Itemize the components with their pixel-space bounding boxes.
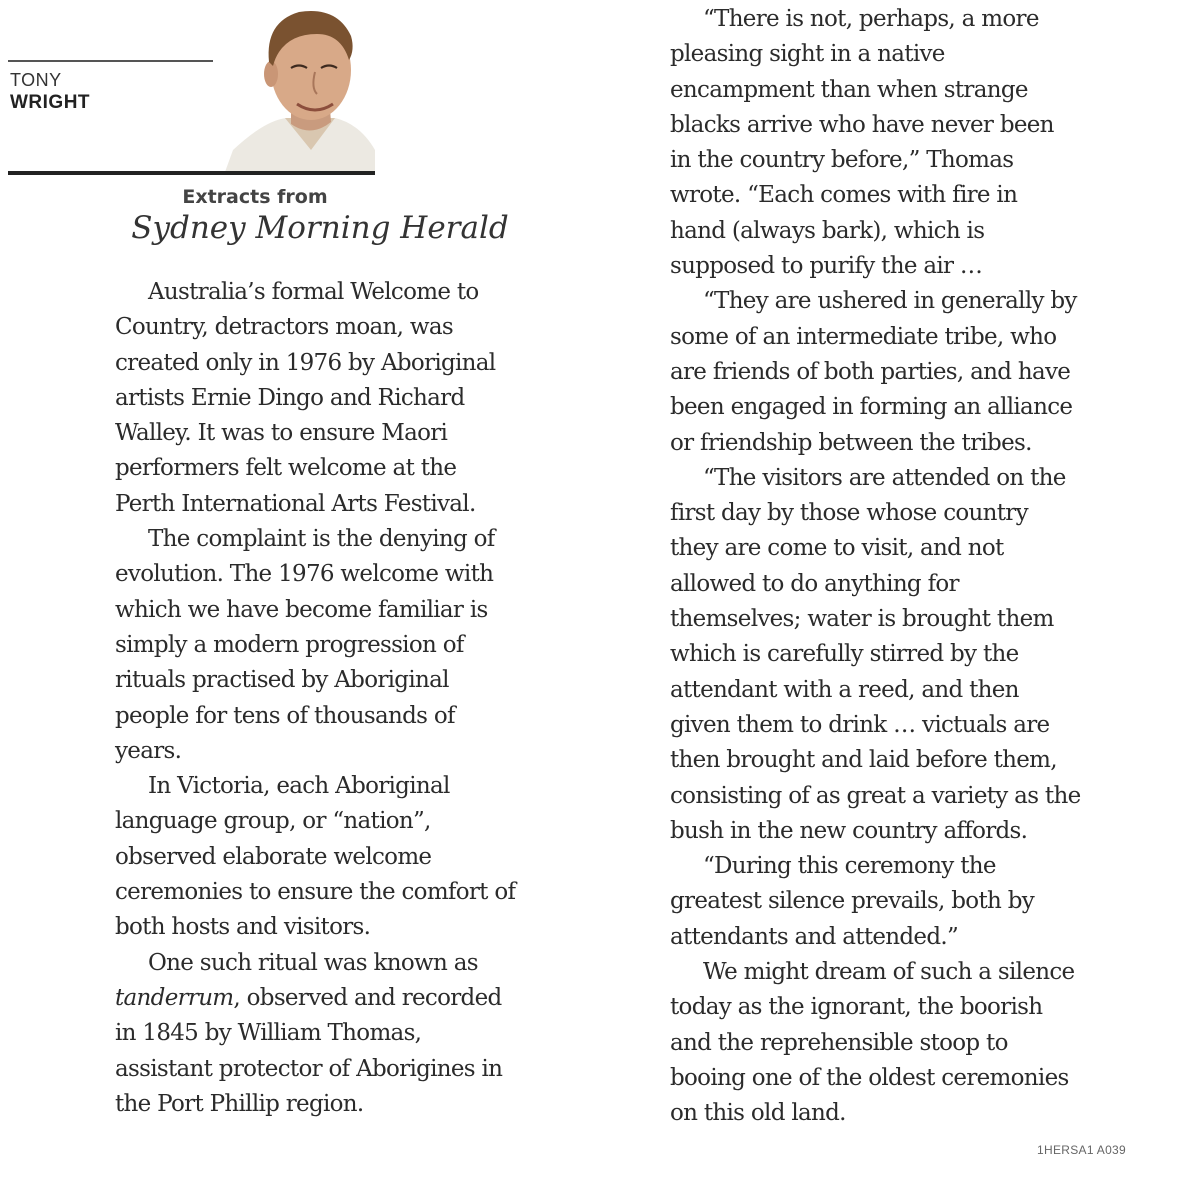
text-line: been engaged in forming an alliance	[670, 394, 1073, 421]
text-line: performers felt welcome at the	[115, 455, 457, 482]
text-line: encampment than when strange	[670, 76, 1028, 103]
text-line	[115, 981, 515, 1016]
article-column-right	[670, 2, 1080, 1132]
text-line: supposed to purify the air …	[670, 253, 983, 280]
text-line: created only in 1976 by Aboriginal	[115, 349, 496, 376]
text-line: rituals practised by Aboriginal	[115, 667, 449, 694]
text-line: Walley. It was to ensure Maori	[115, 420, 448, 447]
text-line: language group, or “nation”,	[115, 808, 431, 835]
text-line: attendants and attended.”	[670, 923, 959, 950]
article-column-left	[115, 275, 515, 1122]
author-portrait-illustration	[225, 0, 375, 172]
text-line: evolution. The 1976 welcome with	[115, 561, 494, 588]
text-fragment: , observed and recorded	[233, 984, 502, 1011]
source-title: Sydney Morning Herald	[131, 210, 509, 246]
author-first-name: TONY	[10, 70, 62, 90]
text-line: pleasing sight in a native	[670, 41, 945, 68]
author-last-name: WRIGHT	[10, 92, 91, 113]
text-line: consisting of as great a variety as the	[670, 782, 1081, 809]
text-line: “They are ushered in generally by	[703, 288, 1077, 315]
text-line: given them to drink … victuals are	[670, 711, 1050, 738]
text-line: years.	[115, 737, 182, 764]
extract-label: Extracts from	[182, 186, 328, 208]
text-line: wrote. “Each comes with fire in	[670, 182, 1018, 209]
text-line: One such ritual was known as	[148, 949, 478, 976]
text-line: ceremonies to ensure the comfort of	[115, 879, 516, 906]
text-line: attendant with a reed, and then	[670, 676, 1019, 703]
text-line: hand (always bark), which is	[670, 217, 985, 244]
text-line: artists Ernie Dingo and Richard	[115, 384, 465, 411]
page-code: 1HERSA1 A039	[1037, 1143, 1126, 1157]
text-line: both hosts and visitors.	[115, 914, 371, 941]
author-portrait	[225, 0, 375, 172]
text-line: first day by those whose country	[670, 500, 1028, 527]
text-line: booing one of the oldest ceremonies	[670, 1064, 1069, 1091]
text-line: We might dream of such a silence	[703, 959, 1075, 986]
text-line: Country, detractors moan, was	[115, 314, 453, 341]
text-line: “There is not, perhaps, a more	[703, 6, 1039, 32]
text-line: in 1845 by William Thomas,	[115, 1020, 422, 1047]
text-line: today as the ignorant, the boorish	[670, 994, 1043, 1021]
text-line: Perth International Arts Festival.	[115, 490, 476, 517]
byline-rule-bottom	[8, 171, 375, 175]
text-line: allowed to do anything for	[670, 570, 959, 597]
text-line: people for tens of thousands of	[115, 702, 455, 729]
text-line: they are come to visit, and not	[670, 535, 1004, 562]
text-line: blacks arrive who have never been	[670, 111, 1054, 138]
text-line: Australia’s formal Welcome to	[148, 279, 479, 305]
text-line: bush in the new country affords.	[670, 817, 1028, 844]
byline-rule-top	[8, 60, 213, 62]
text-line: In Victoria, each Aboriginal	[148, 773, 450, 800]
text-line: are friends of both parties, and have	[670, 358, 1071, 385]
text-line: which is carefully stirred by the	[670, 641, 1019, 668]
text-line: assistant protector of Aborigines in	[115, 1055, 503, 1082]
text-line: “The visitors are attended on the	[703, 464, 1066, 491]
text-line: the Port Phillip region.	[115, 1090, 364, 1117]
text-line: some of an intermediate tribe, who	[670, 323, 1057, 350]
text-line: observed elaborate welcome	[115, 843, 432, 870]
ritual-name: tanderrum	[115, 984, 234, 1011]
text-line: simply a modern progression of	[115, 631, 464, 658]
text-line: and the reprehensible stoop to	[670, 1029, 1008, 1056]
text-line: greatest silence prevails, both by	[670, 888, 1035, 915]
text-line: in the country before,” Thomas	[670, 147, 1014, 174]
text-line: which we have become familiar is	[115, 596, 488, 623]
text-line: then brought and laid before them,	[670, 747, 1057, 774]
text-line: on this old land.	[670, 1100, 846, 1127]
text-line: The complaint is the denying of	[148, 526, 495, 553]
text-line: or friendship between the tribes.	[670, 429, 1032, 456]
text-line: “During this ceremony the	[703, 853, 996, 880]
text-line: themselves; water is brought them	[670, 606, 1054, 633]
